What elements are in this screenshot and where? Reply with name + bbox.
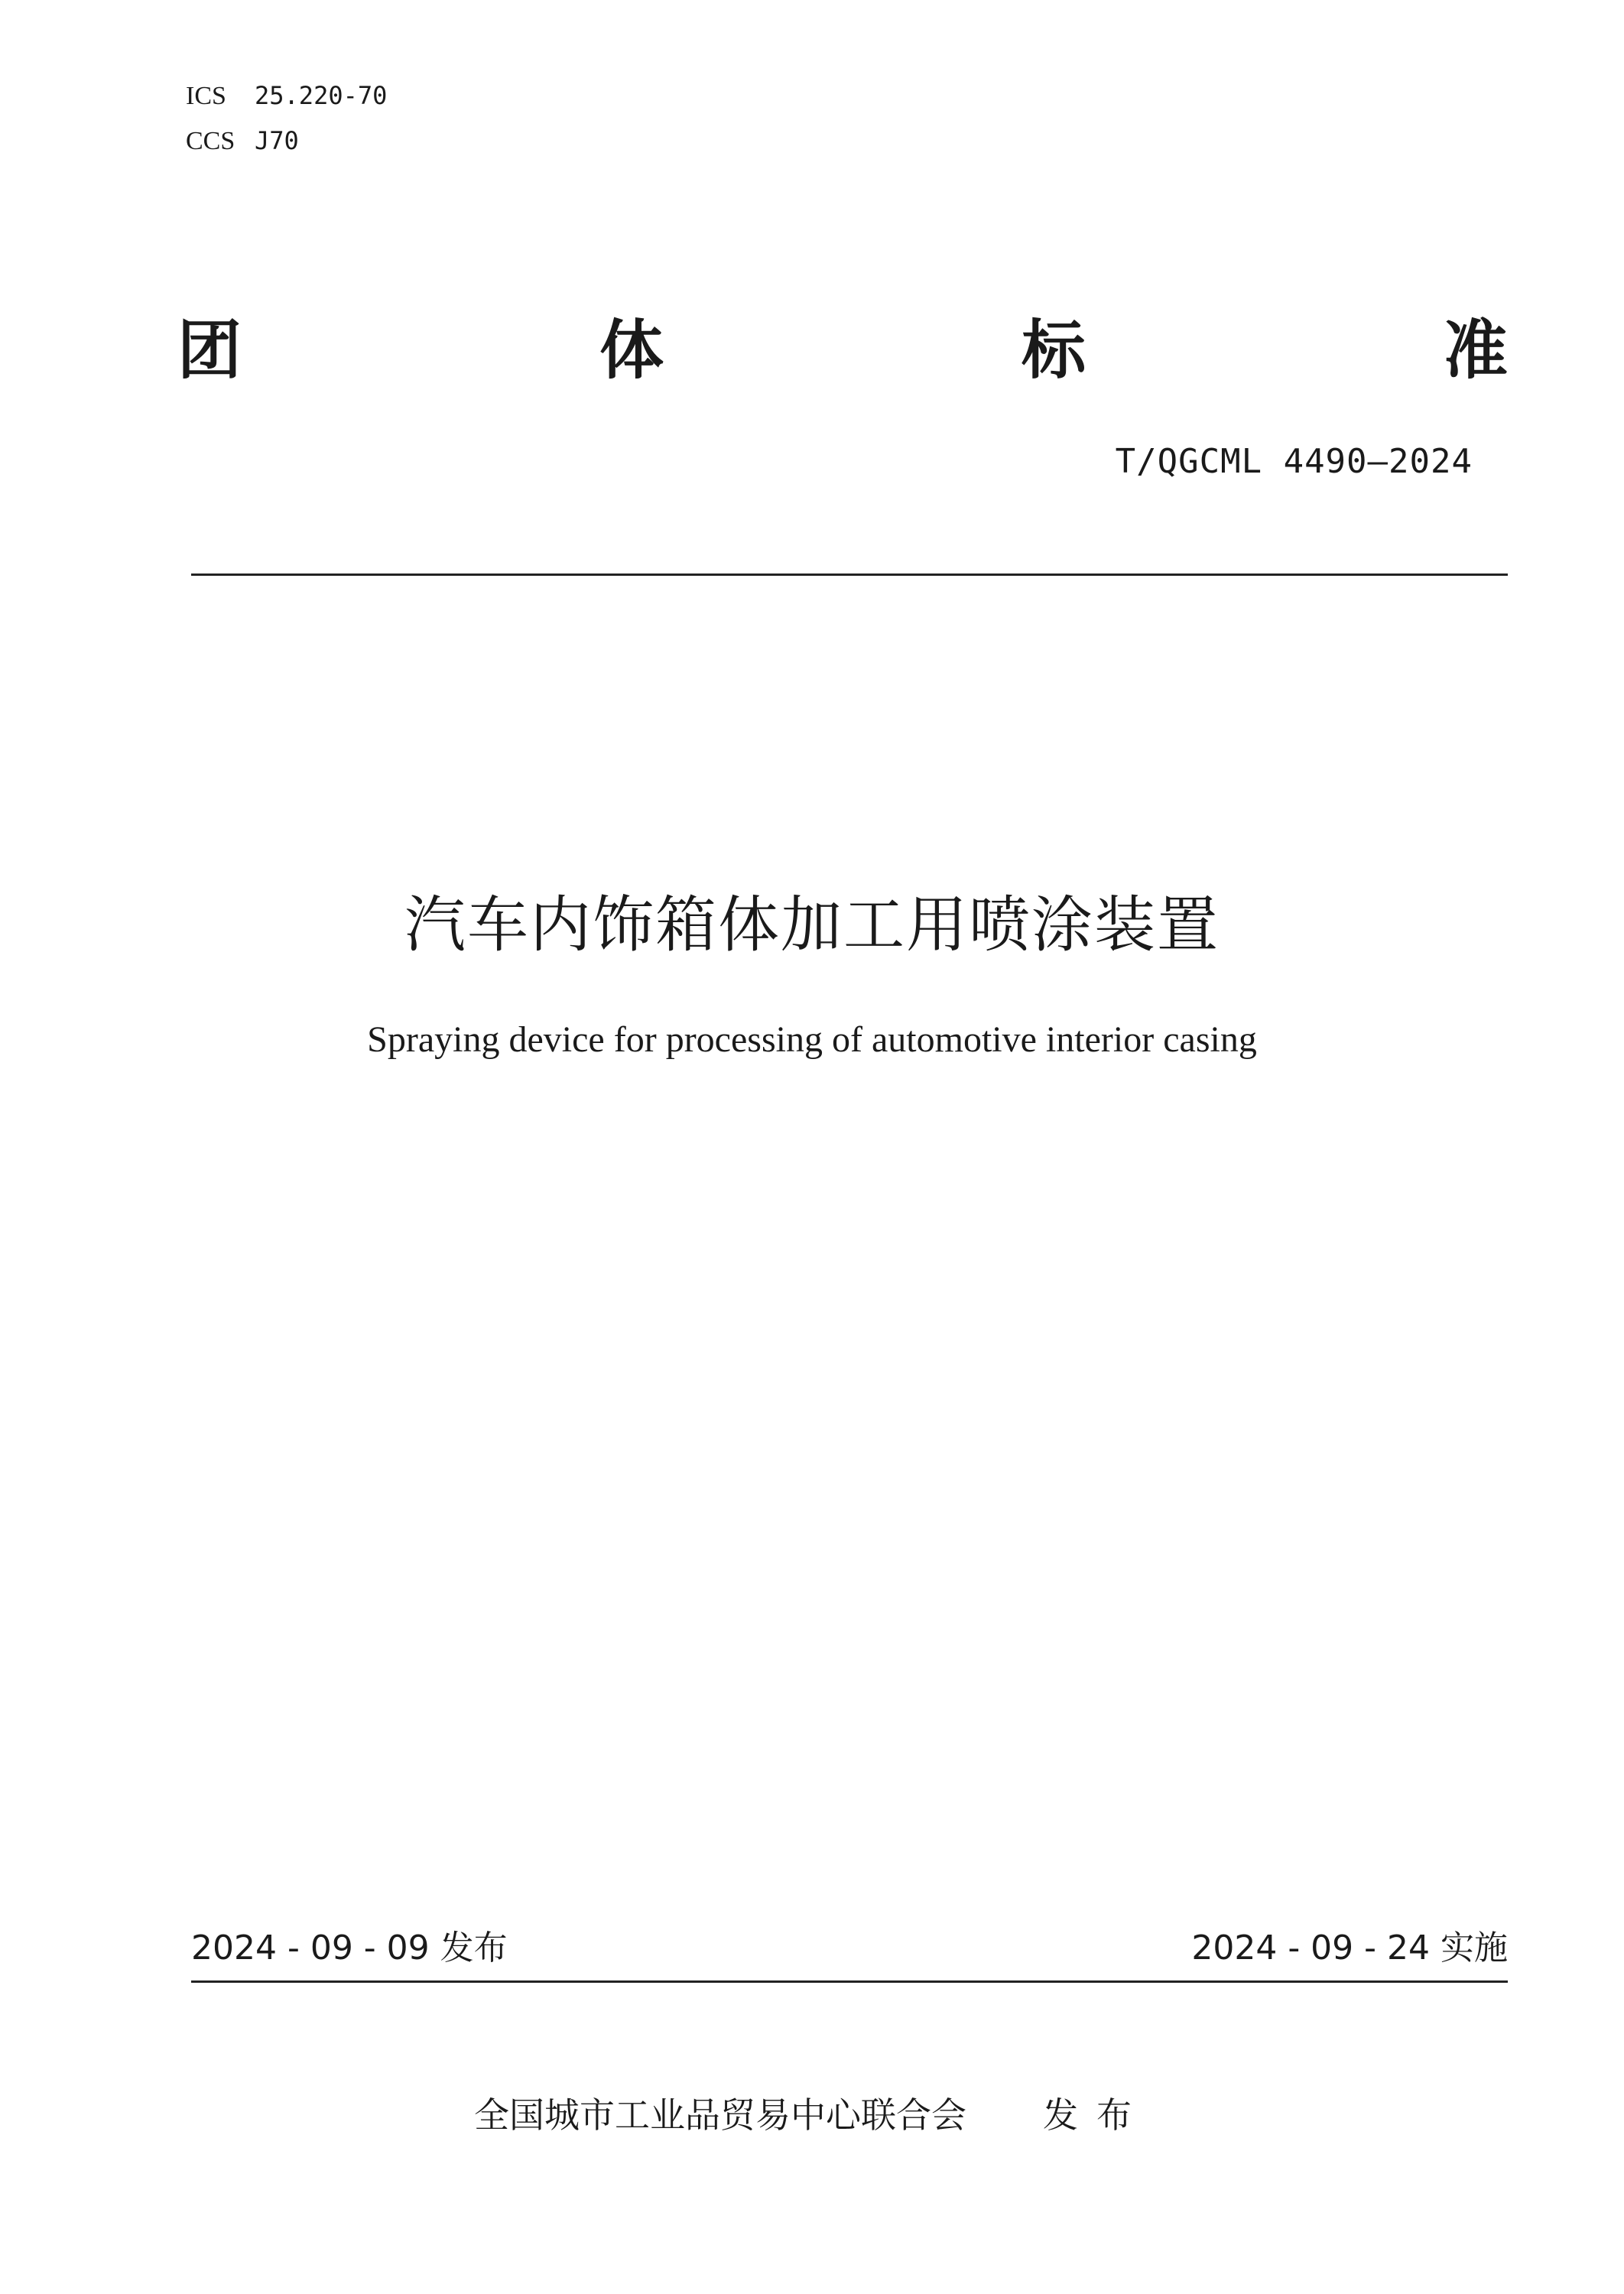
standard-type-char: 体: [599, 313, 664, 388]
publish-date: 2024 - 09 - 09 发布: [191, 1928, 508, 1967]
standard-type-heading: [177, 312, 1508, 388]
publisher-line: [0, 2092, 1624, 2138]
standard-type-char: 标: [1021, 313, 1086, 388]
standard-code: T/QGCML 4490—2024: [1115, 442, 1473, 481]
ccs-row: [186, 119, 387, 164]
bottom-divider: [191, 1980, 1508, 1983]
publisher-name: 全国城市工业品贸易中心联合会: [474, 2094, 966, 2136]
ics-value: 25.220-70: [255, 81, 388, 110]
ccs-value: J70: [255, 126, 299, 155]
ics-row: [186, 73, 387, 119]
implementation-date: 2024 - 09 - 24 实施: [1191, 1928, 1508, 1967]
ccs-label: CCS: [186, 127, 235, 155]
publisher-action: 发布: [1043, 2094, 1150, 2136]
document-title-chinese: 汽车内饰箱体加工用喷涂装置: [404, 889, 1220, 960]
document-title-english: Spraying device for processing of automotive interior casing: [367, 1019, 1257, 1060]
ics-label: ICS: [186, 82, 226, 110]
top-divider: [191, 574, 1508, 576]
standard-type-char: 准: [1443, 313, 1508, 388]
standard-type-char: 团: [177, 313, 242, 388]
classification-block: [186, 73, 387, 164]
